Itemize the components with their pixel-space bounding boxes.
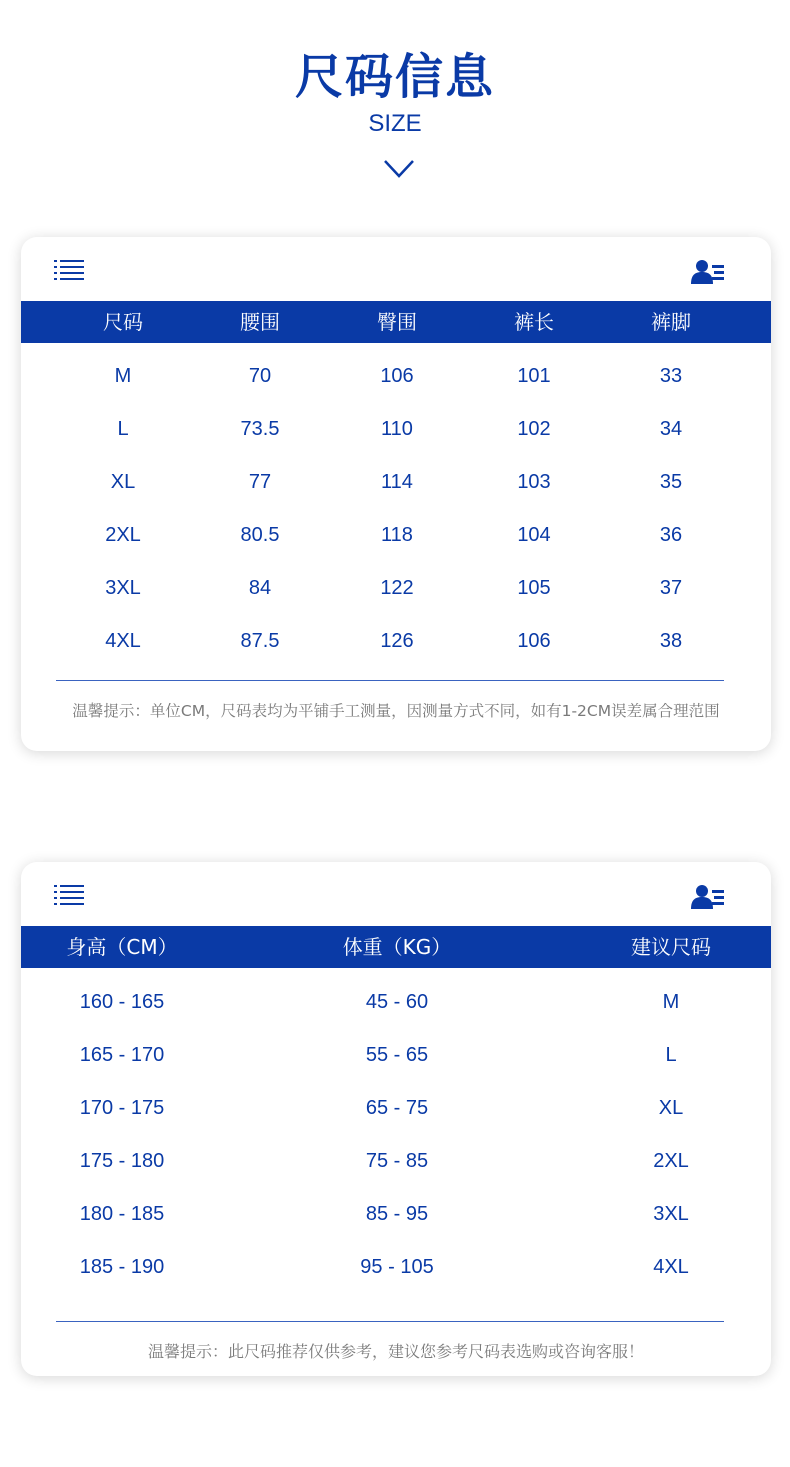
table-row	[21, 456, 771, 509]
header-height: 身高（CM）	[66, 935, 178, 959]
height-cell: 180 - 185	[79, 1203, 165, 1225]
user-card-icon	[691, 884, 725, 910]
length-cell: 102	[517, 418, 551, 440]
table-row	[21, 1029, 771, 1082]
length-cell: 104	[517, 524, 551, 546]
table-row	[21, 976, 771, 1029]
weight-cell: 75 - 85	[365, 1150, 429, 1172]
header-recommended-size: 建议尺码	[631, 935, 711, 959]
size-table-header	[21, 301, 771, 343]
table-row	[21, 615, 771, 668]
weight-cell: 45 - 60	[365, 991, 429, 1013]
waist-cell: 70	[248, 365, 272, 387]
size-cell: 2XL	[105, 524, 141, 546]
length-cell: 101	[517, 365, 551, 387]
size-cell: 3XL	[105, 577, 141, 599]
waist-cell: 87.5	[240, 630, 280, 652]
header-hip: 臀围	[377, 310, 417, 334]
page-title: 尺码信息	[294, 49, 495, 105]
recommended-size-cell: L	[665, 1044, 677, 1066]
user-card-icon	[691, 259, 725, 285]
waist-cell: 80.5	[240, 524, 280, 546]
table-row	[21, 562, 771, 615]
length-cell: 105	[517, 577, 551, 599]
leg-opening-cell: 33	[659, 365, 683, 387]
size-cell: M	[114, 365, 132, 387]
recommended-size-cell: 4XL	[653, 1256, 689, 1278]
weight-cell: 85 - 95	[365, 1203, 429, 1225]
waist-cell: 84	[248, 577, 272, 599]
size-chart-card	[21, 237, 771, 751]
chevron-down-icon	[383, 158, 415, 180]
leg-opening-cell: 36	[659, 524, 683, 546]
recommend-table-note: 温馨提示：此尺码推荐仅供参考，建议您参考尺码表选购或咨询客服！	[147, 1342, 644, 1361]
table-row	[21, 1241, 771, 1294]
waist-cell: 77	[248, 471, 272, 493]
table-row	[21, 1188, 771, 1241]
weight-cell: 55 - 65	[365, 1044, 429, 1066]
menu-list-icon	[54, 884, 86, 908]
height-cell: 185 - 190	[79, 1256, 165, 1278]
page-subtitle: SIZE	[368, 110, 422, 137]
table-row	[21, 1082, 771, 1135]
waist-cell: 73.5	[240, 418, 280, 440]
hip-cell: 118	[381, 524, 413, 546]
divider	[56, 1321, 724, 1322]
hip-cell: 122	[380, 577, 414, 599]
table-row	[21, 1135, 771, 1188]
height-cell: 170 - 175	[79, 1097, 165, 1119]
header-leg-opening: 裤脚	[651, 310, 691, 334]
height-cell: 165 - 170	[79, 1044, 165, 1066]
hip-cell: 126	[380, 630, 414, 652]
length-cell: 106	[517, 630, 551, 652]
size-cell: L	[117, 418, 129, 440]
recommended-size-cell: 2XL	[653, 1150, 689, 1172]
weight-cell: 65 - 75	[365, 1097, 429, 1119]
header-waist: 腰围	[240, 310, 280, 334]
weight-cell: 95 - 105	[360, 1256, 434, 1278]
height-cell: 175 - 180	[79, 1150, 165, 1172]
header-size: 尺码	[103, 310, 143, 334]
table-row	[21, 403, 771, 456]
leg-opening-cell: 34	[659, 418, 683, 440]
size-recommendation-card	[21, 862, 771, 1376]
size-cell: 4XL	[105, 630, 141, 652]
size-cell: XL	[110, 471, 136, 493]
hip-cell: 114	[381, 471, 413, 493]
table-row	[21, 350, 771, 403]
height-cell: 160 - 165	[79, 991, 165, 1013]
hip-cell: 110	[381, 418, 413, 440]
recommended-size-cell: M	[662, 991, 680, 1013]
divider	[56, 680, 724, 681]
table-row	[21, 509, 771, 562]
recommend-table-header	[21, 926, 771, 968]
leg-opening-cell: 38	[659, 630, 683, 652]
leg-opening-cell: 35	[659, 471, 683, 493]
recommended-size-cell: XL	[658, 1097, 684, 1119]
header-weight: 体重（KG）	[342, 935, 452, 959]
menu-list-icon	[54, 259, 86, 283]
hip-cell: 106	[380, 365, 414, 387]
recommended-size-cell: 3XL	[653, 1203, 689, 1225]
header-length: 裤长	[514, 310, 554, 334]
length-cell: 103	[517, 471, 551, 493]
size-table-note: 温馨提示：单位CM，尺码表均为平铺手工测量，因测量方式不同，如有1-2CM误差属合理范围	[72, 702, 720, 720]
leg-opening-cell: 37	[659, 577, 683, 599]
